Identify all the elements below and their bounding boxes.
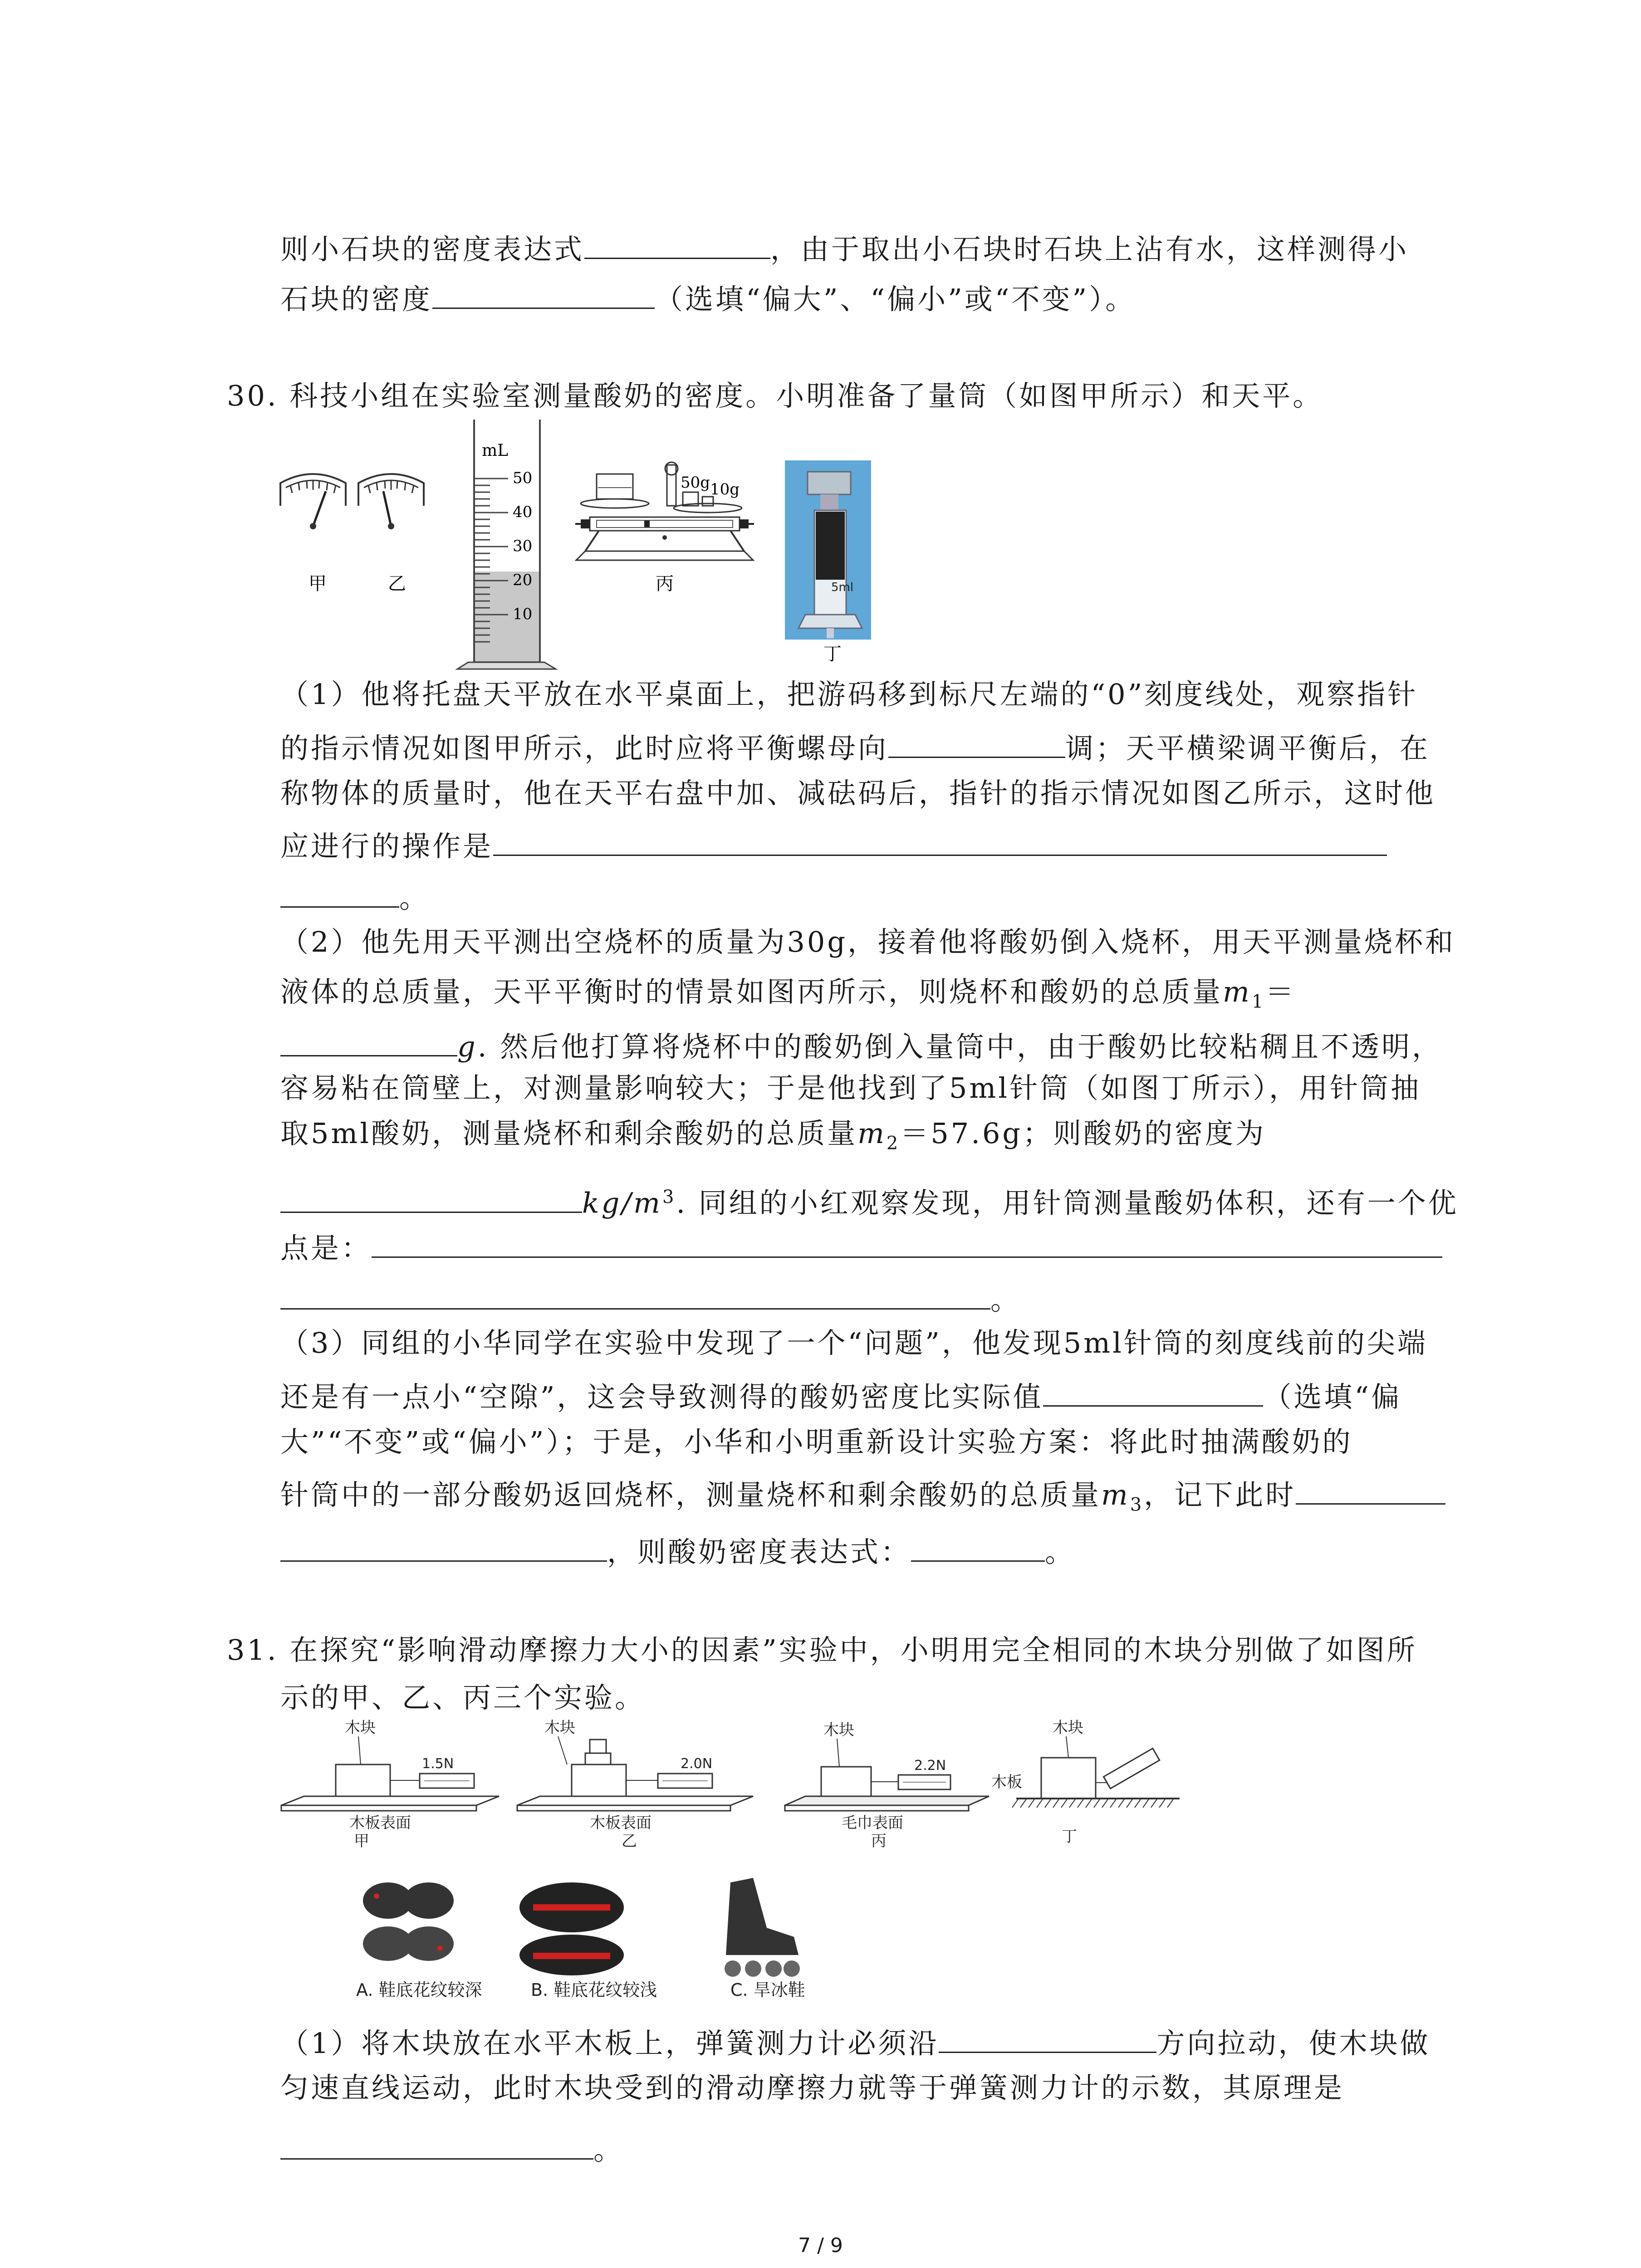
shoe-a-caption: A. 鞋底花纹较深 [356, 1980, 482, 2000]
ground-hatch [1012, 1799, 1019, 1808]
q30-blank-expression[interactable] [911, 1534, 1045, 1562]
q30-p3-line1 [280, 1326, 1428, 1359]
q30-p3-line2 [280, 1379, 1401, 1411]
ground-hatch [1118, 1799, 1125, 1808]
q30-p2-unit-sup: 3 [662, 1187, 676, 1207]
q30-p2-text-5c: 酸奶，测量烧杯和剩余酸奶的总质量 [371, 1117, 858, 1150]
q31-p1-line2: 匀速直线运动，此时木块受到的滑动摩擦力就等于弹簧测力计的示数，其原理是 [280, 2071, 1345, 2104]
cylinder-tick-40: 40 [513, 503, 533, 521]
ground-hatch [1127, 1799, 1133, 1808]
page-number: 7 / 9 [798, 2234, 843, 2257]
q30-p3-text-1a: （3）同组的小华同学在实验中发现了一个“问题”，他发现 [280, 1326, 1063, 1359]
q30-figure [272, 415, 907, 674]
exp-label-jia: 甲 [354, 1832, 369, 1850]
q30-blank-operation-cont[interactable] [280, 880, 399, 908]
q31-stem-line1: 31. 在探究“影响滑动摩擦力大小的因素”实验中，小明用完全相同的木块分别做了如图所 [227, 1633, 1417, 1667]
q31-figure [272, 1715, 1225, 2005]
q30-p2-text-5f: ＝57.6g [900, 1117, 1023, 1150]
ground-hatch [1078, 1799, 1084, 1808]
q30-p2-line4 [280, 1071, 1421, 1105]
surface-jia: 木板表面 [349, 1814, 411, 1832]
q30-blank-advantage[interactable] [372, 1230, 1442, 1258]
syringe-ding [785, 460, 871, 640]
q30-p3-text-2b: （选填“偏 [1263, 1380, 1402, 1413]
setup-yi [517, 1719, 753, 1850]
label-bing: 丙 [656, 573, 674, 594]
q29-line-1 [280, 231, 1409, 264]
ground-hatch [1086, 1799, 1092, 1808]
q30-p2-text-5a: 取 [280, 1117, 311, 1150]
label-jia: 甲 [309, 573, 327, 594]
ground-hatch [1069, 1799, 1076, 1808]
q30-p2-unit-g: g [457, 1030, 478, 1063]
q30-stem: 30. 科技小组在实验室测量酸奶的密度。小明准备了量筒（如图甲所示）和天平。 [227, 379, 1323, 412]
block-label-ding: 木块 [1053, 1719, 1083, 1737]
q30-blank-compare[interactable] [1043, 1379, 1263, 1407]
setup-bing [785, 1721, 989, 1850]
q30-p1-text-5: 。 [399, 881, 430, 914]
q30-blank-density[interactable] [280, 1185, 582, 1213]
shoe-b-image [519, 1882, 624, 1975]
q30-p1-text-2b: 调；天平横梁调平衡后，在 [1065, 732, 1430, 765]
q30-p3-text-2a: 还是有一点小“空隙”，这会导致测得的酸奶密度比实际值 [280, 1380, 1043, 1413]
q31-blank-direction[interactable] [939, 2025, 1156, 2053]
cylinder-tick-50: 50 [513, 469, 533, 487]
ground-hatch [1151, 1799, 1157, 1808]
balance-bing [575, 462, 754, 560]
q30-p1-line1: （1）他将托盘天平放在水平桌面上，把游码移到标尺左端的“0”刻度线处，观察指针 [280, 678, 1418, 711]
shoe-c-image [725, 1878, 800, 1977]
q30-p2-text-3b: . 然后他打算将烧杯中的酸奶倒入量筒中，由于酸奶比较粘稠且不透明， [477, 1030, 1443, 1063]
q30-p3-text-5b: 。 [1045, 1535, 1076, 1569]
block-label-bing: 木块 [823, 1721, 854, 1739]
syringe-mark-5ml: 5ml [831, 581, 854, 594]
syringe-mark-2: 2 [833, 541, 840, 554]
ground-hatch [1037, 1799, 1043, 1808]
q30-p2-text-1a: （2）他先用天平测出空烧杯的质量为 [280, 925, 787, 958]
exp-label-yi: 乙 [622, 1832, 637, 1850]
ground-hatch [1102, 1799, 1108, 1808]
setup-ding [991, 1719, 1180, 1846]
q30-p1-line2 [280, 730, 1430, 763]
q31-p1-text-1a: （1）将木块放在水平木板上，弹簧测力计必须沿 [280, 2027, 939, 2060]
q30-p2-text-8: 。 [990, 1283, 1021, 1316]
ground-hatch [1053, 1799, 1059, 1808]
syringe-mark-4: 4 [833, 568, 840, 582]
cylinder-tick-20: 20 [513, 571, 533, 589]
q31-p1-line3 [280, 2132, 624, 2164]
ground-hatch [1110, 1799, 1117, 1808]
graduated-cylinder [457, 420, 556, 669]
q30-p2-text-7: 点是： [280, 1232, 372, 1265]
block-label-yi: 木块 [544, 1719, 575, 1737]
q30-p2-line3 [280, 1029, 1442, 1061]
q30-p3-text-5a: ，则酸奶密度表达式： [607, 1535, 911, 1569]
ground-hatch [1029, 1799, 1035, 1808]
syringe-mark-1: 1 [833, 527, 840, 541]
dial-yi [358, 474, 424, 529]
q31-p1-line1 [280, 2025, 1430, 2058]
q30-blank-record[interactable] [1296, 1477, 1445, 1505]
q30-blank-advantage-cont[interactable] [280, 1282, 990, 1310]
weight-50g: 50g [681, 474, 710, 492]
force-bing: 2.2N [914, 1758, 946, 1774]
q30-blank-record-cont[interactable] [280, 1534, 607, 1562]
q30-p2-line1 [280, 925, 1456, 958]
q30-p2-line5 [280, 1119, 1266, 1157]
q30-p2-m2: m [857, 1117, 887, 1150]
board-label-ding: 木板 [991, 1773, 1022, 1791]
q30-p2-m1-sub: 1 [1251, 991, 1266, 1012]
q30-p2-text-4b: 5ml [949, 1071, 1010, 1105]
exp-label-bing: 丙 [871, 1832, 887, 1850]
q29-text-2b: （选填“偏大”、“偏小”或“不变”）。 [655, 283, 1136, 316]
q30-p1-line4 [280, 828, 1387, 863]
q30-p2-text-4c: 针筒（如图丁所示），用针筒抽 [1009, 1071, 1421, 1105]
q30-p2-text-1c: ，接着他将酸奶倒入烧杯，用天平测量烧杯和 [847, 925, 1456, 958]
surface-bing: 毛巾表面 [842, 1814, 903, 1832]
cylinder-tick-30: 30 [513, 537, 533, 555]
q29-text-1a: 则小石块的密度表达式 [280, 233, 585, 266]
q31-p1-text-3: 。 [593, 2133, 624, 2166]
q30-p3-m3: m [1101, 1478, 1130, 1511]
q29-blank-density-bias[interactable] [432, 281, 655, 309]
q30-blank-total-mass[interactable] [280, 1029, 457, 1056]
q30-p3-text-4d: ，记下此时 [1144, 1478, 1296, 1511]
label-ding: 丁 [823, 644, 842, 665]
cylinder-unit: mL [482, 441, 509, 460]
q30-p2-text-6c: . 同组的小红观察发现，用针筒测量酸奶体积，还有一个优 [676, 1186, 1459, 1220]
ground-hatch [1061, 1799, 1068, 1808]
q30-p1-text-4: 应进行的操作是 [280, 830, 494, 863]
q30-p3-text-1b: 5ml [1063, 1326, 1124, 1359]
ground-hatch [1135, 1799, 1141, 1808]
q30-p2-text-5g: ；则酸奶的密度为 [1023, 1117, 1266, 1150]
ground-hatch [1143, 1799, 1149, 1808]
q30-p3-text-4a: 针筒中的一部分酸奶返回烧杯，测量烧杯和剩余酸奶的总质量 [280, 1478, 1102, 1511]
ground-hatch [1167, 1799, 1174, 1808]
dial-jia [280, 474, 346, 529]
q30-p2-text-2a: 液体的总质量，天平平衡时的情景如图丙所示，则烧杯和酸奶的总质量 [280, 975, 1223, 1008]
q30-p3-m3-sub: 3 [1130, 1494, 1144, 1515]
q30-p2-line2 [280, 975, 1296, 1016]
q30-p2-text-2d: ＝ [1265, 975, 1296, 1008]
q30-p3-line4 [280, 1477, 1445, 1519]
cylinder-tick-10: 10 [513, 605, 533, 623]
q31-stem-line2: 示的甲、乙、丙三个实验。 [280, 1681, 646, 1714]
q30-p2-text-1b: 30g [787, 925, 848, 958]
q30-p1-line5 [280, 880, 430, 912]
shoe-a-image [363, 1882, 454, 1961]
q29-line-2 [280, 281, 1136, 316]
syringe-mark-3: 3 [833, 554, 840, 568]
exp-label-ding: 丁 [1062, 1828, 1077, 1846]
q31-p1-text-1b: 方向拉动，使木块做 [1156, 2027, 1430, 2060]
shoe-b-caption: B. 鞋底花纹较浅 [531, 1980, 657, 2000]
q29-text-1b: ，由于取出小石块时石块上沾有水，这样测得小 [770, 233, 1409, 266]
weight-10g: 10g [710, 480, 740, 499]
q30-p3-line3: 大”“不变”或“偏小”）；于是，小华和小明重新设计实验方案：将此时抽满酸奶的 [280, 1425, 1353, 1458]
force-jia: 1.5N [422, 1756, 454, 1772]
q30-p2-unit-kgm: kg/m [582, 1186, 662, 1220]
q30-p3-line5 [280, 1534, 1076, 1569]
q30-blank-operation[interactable] [493, 828, 1387, 856]
shoe-c-caption: C. 旱冰鞋 [730, 1980, 805, 2000]
ground-hatch [1094, 1799, 1100, 1808]
q30-p2-text-5b: 5ml [311, 1117, 372, 1150]
force-yi: 2.0N [681, 1756, 713, 1772]
q30-p2-line8 [280, 1282, 1021, 1314]
q30-p2-line6 [280, 1183, 1459, 1220]
q30-p1-text-2a: 的指示情况如图甲所示，此时应将平衡螺母向 [280, 732, 889, 765]
q30-p2-m1: m [1223, 975, 1252, 1008]
q30-p2-m2-sub: 2 [886, 1133, 901, 1154]
q30-p3-text-1c: 针筒的刻度线前的尖端 [1123, 1326, 1428, 1359]
label-yi: 乙 [388, 573, 406, 594]
q30-blank-nut-direction[interactable] [888, 730, 1065, 758]
block-label-jia: 木块 [345, 1719, 376, 1737]
q30-p1-line3: 称物体的质量时，他在天平右盘中加、减砝码后，指针的指示情况如图乙所示，这时他 [280, 777, 1436, 810]
q30-p2-line7 [280, 1230, 1442, 1265]
q30-p2-text-4a: 容易粘在筒壁上，对测量影响较大；于是他找到了 [280, 1071, 950, 1105]
ground-hatch [1159, 1799, 1166, 1808]
ground-hatch [1045, 1799, 1051, 1808]
q29-text-2a: 石块的密度 [280, 283, 433, 316]
ground-hatch [1020, 1799, 1027, 1808]
surface-yi: 木板表面 [590, 1814, 652, 1832]
q31-blank-principle[interactable] [280, 2132, 593, 2160]
q29-blank-density-expression[interactable] [584, 231, 770, 259]
setup-jia [281, 1719, 499, 1850]
